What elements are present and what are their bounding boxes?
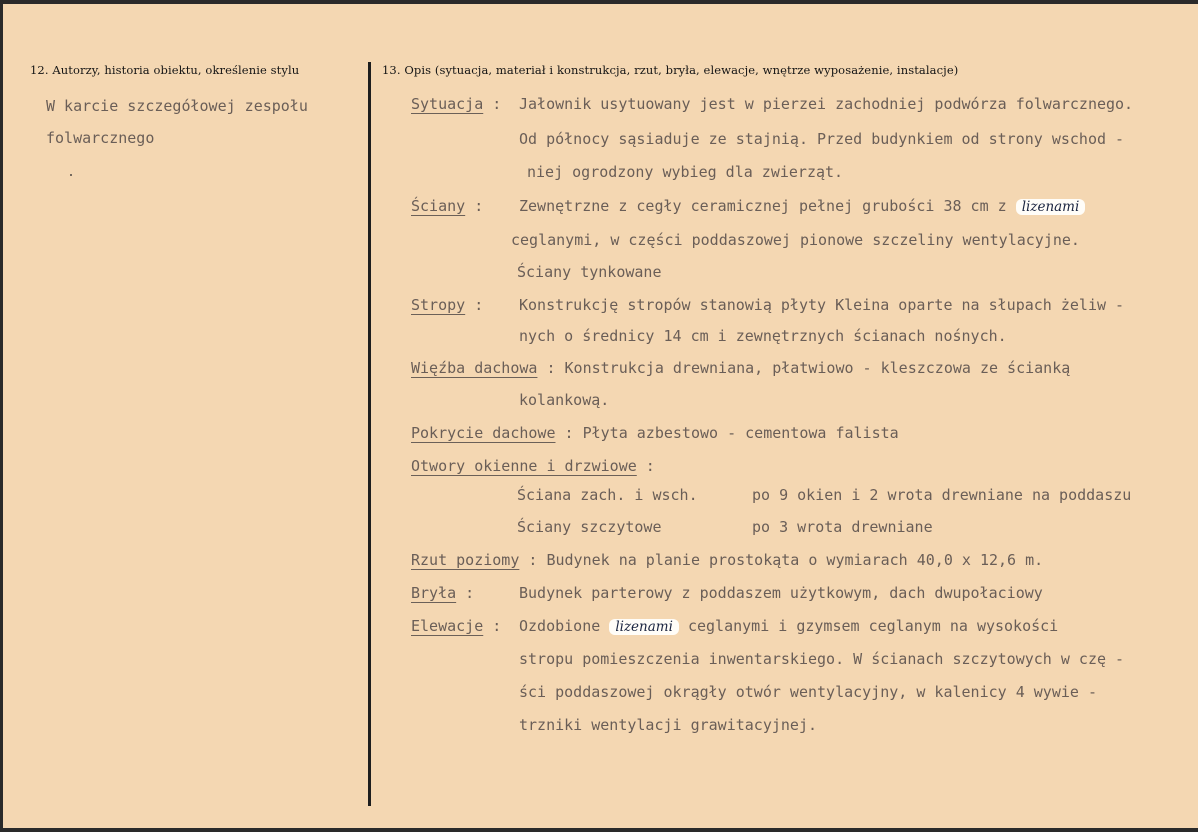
pokrycie-line: Pokrycie dachowe : Płyta azbestowo - cementowa falista (411, 424, 899, 442)
bryla-label-line: Bryła : (411, 584, 475, 602)
handwritten-correction-2: lizenami (609, 619, 679, 635)
sytuacja-label: Sytuacja (411, 95, 484, 113)
top-border (0, 0, 1198, 4)
sytuacja-text-1: Jałownik usytuowany jest w pierzei zachodniej podwórza folwarcznego. (519, 95, 1134, 113)
stropy-label-line: Stropy : (411, 296, 484, 314)
bryla-label: Bryła (411, 584, 457, 602)
rzut-line: Rzut poziomy : Budynek na planie prostokąta o wymiarach 40,0 x 12,6 m. (411, 551, 1044, 569)
otwory-label-line: Otwory okienne i drzwiowe : (411, 457, 655, 475)
sciany-text-1: Zewnętrzne z cegły ceramicznej pełnej grubości 38 cm z lizenami (519, 197, 1085, 215)
sytuacja-line-1: Sytuacja : (411, 95, 502, 113)
elewacje-text-2: stropu pomieszczenia inwentarskiego. W ścianach szczytowych w czę - (519, 650, 1125, 668)
sciany-label-line: Ściany : (411, 197, 484, 215)
sciany-text-2: ceglanymi, w części poddaszowej pionowe szczeliny wentylacyjne. (511, 231, 1080, 249)
stropy-text-2: nych o średnicy 14 cm i zewnętrznych ścianach nośnych. (519, 327, 1007, 345)
pokrycie-label: Pokrycie dachowe (411, 424, 556, 442)
otwory-row-2-value: po 3 wrota drewniane (752, 518, 933, 536)
rzut-label: Rzut poziomy (411, 551, 520, 569)
sciany-text-3: Ściany tynkowane (517, 263, 662, 281)
bryla-text: Budynek parterowy z poddaszem użytkowym, dach dwupołaciowy (519, 584, 1043, 602)
otwory-row-1-label: Ściana zach. i wsch. (517, 486, 698, 504)
bottom-border (0, 828, 1198, 832)
column-divider (368, 62, 371, 806)
stropy-label: Stropy (411, 296, 466, 314)
sciany-label: Ściany (411, 197, 466, 215)
elewacje-text-1: Ozdobione lizenami ceglanymi i gzymsem ceglanym na wysokości (519, 617, 1059, 635)
handwritten-correction: lizenami (1016, 199, 1086, 215)
otwory-label: Otwory okienne i drzwiowe (411, 457, 637, 475)
section-13-heading: 13. Opis (sytuacja, materiał i konstrukcja, rzut, bryła, elewacje, wnętrze wyposażenie, instalacje) (382, 63, 959, 77)
elewacje-label: Elewacje (411, 617, 484, 635)
otwory-row-2-label: Ściany szczytowe (517, 518, 662, 536)
sytuacja-text-3: niej ogrodzony wybieg dla zwierząt. (527, 163, 844, 181)
otwory-row-1-value: po 9 okien i 2 wrota drewniane na poddaszu (752, 486, 1132, 504)
section-12-heading: 12. Autorzy, historia obiektu, określenie stylu (30, 63, 300, 77)
sytuacja-text-2: Od północy sąsiaduje ze stajnią. Przed budynkiem od strony wschod - (519, 130, 1125, 148)
section-12-line-1: W karcie szczegółowej zespołu (46, 97, 308, 115)
stray-mark (70, 174, 72, 176)
stropy-text-1: Konstrukcję stropów stanowią płyty Kleina oparte na słupach żeliw - (519, 296, 1125, 314)
wiezba-label: Więźba dachowa (411, 359, 538, 377)
elewacje-text-3: ści poddaszowej okrągły otwór wentylacyjny, w kalenicy 4 wywie - (519, 683, 1097, 701)
left-border (0, 0, 3, 832)
section-12-text (46, 90, 308, 154)
elewacje-label-line: Elewacje : (411, 617, 502, 635)
section-12-line-2: folwarcznego (46, 129, 155, 147)
wiezba-line-1: Więźba dachowa : Konstrukcja drewniana, płatwiowo - kleszczowa ze ścianką (411, 359, 1071, 377)
wiezba-text-2: kolankową. (519, 391, 610, 409)
elewacje-text-4: trzniki wentylacji grawitacyjnej. (519, 716, 818, 734)
